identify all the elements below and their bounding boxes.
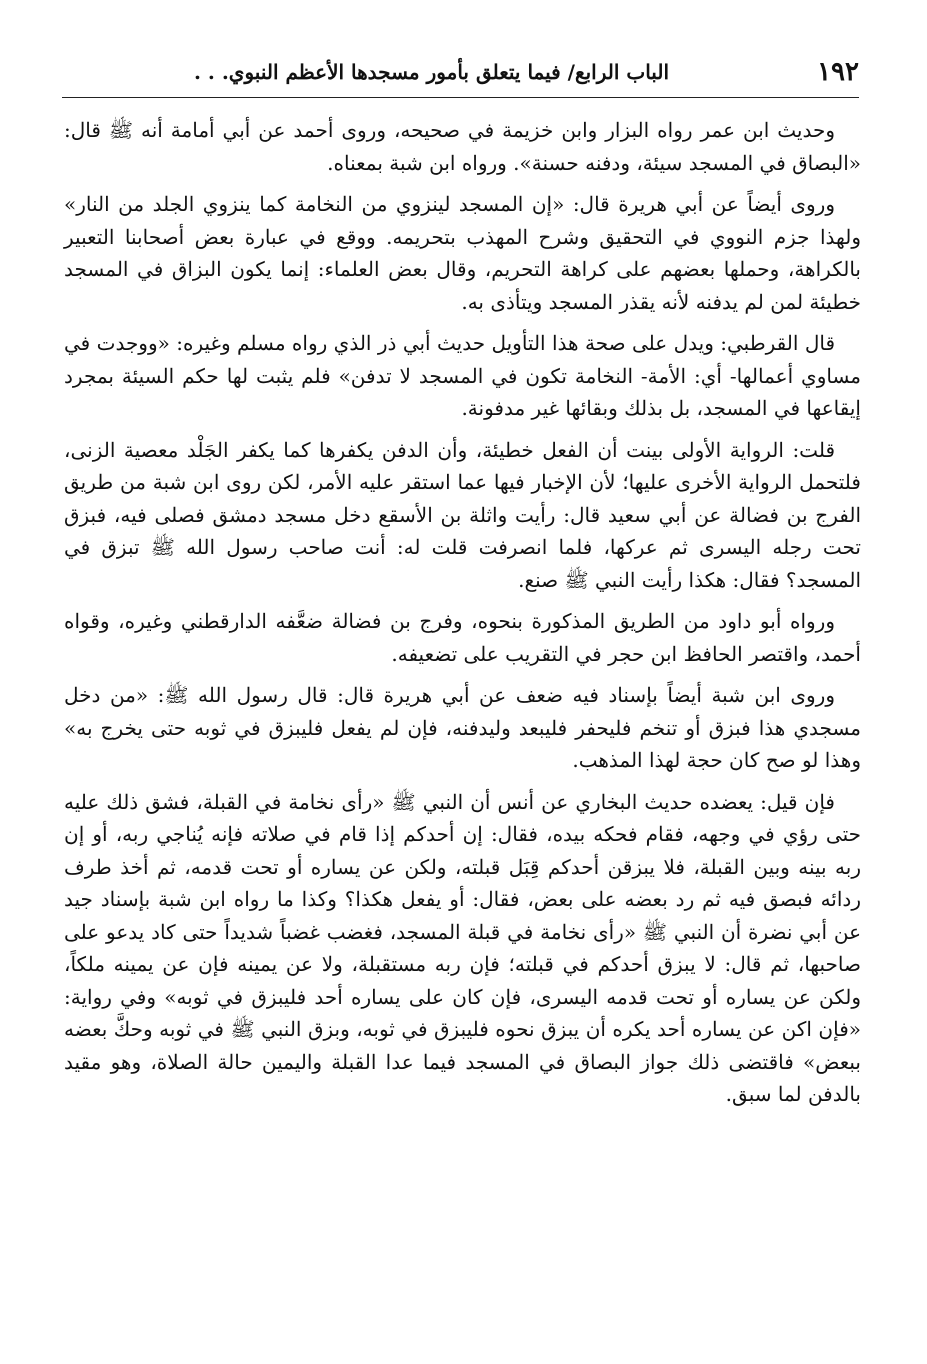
page-number: ١٩٢ <box>817 57 859 87</box>
paragraph-6: وروى ابن شبة أيضاً بإسناد فيه ضعف عن أبي هريرة قال: قال رسول الله ﷺ: «من دخل مسجدي هذا فبزق أو تنخم فليحفر فليبعد وليدفنه، فإن لم يفعل فليبزق في ثوبه حتى يخرج به» وهذا لو صح كان حجة لهذا المذهب. <box>64 683 861 772</box>
running-header <box>62 50 859 98</box>
header-divider <box>62 97 859 98</box>
paragraph-4: قلت: الرواية الأولى بينت أن الفعل خطيئة، وأن الدفن يكفرها كما يكفر الجَلْد معصية الزنى، فلتحمل الرواية الأخرى عليها؛ لأن الإخبار فيها عما استقر عليه الأمر، لكن روى ابن شبة من طريق الفرج بن فضالة عن أبي سعيد قال: رأيت واثلة بن الأسقع دخل مسجد دمشق فصلى فيه، فبزق تحت رجله اليسرى ثم عركها، فلما انصرفت قلت له: أنت صاحب رسول الله ﷺ تبزق في المسجد؟ فقال: هكذا رأيت النبي ﷺ صنع. <box>64 437 861 592</box>
paragraph-3: قال القرطبي: ويدل على صحة هذا التأويل حديث أبي ذر الذي رواه مسلم وغيره: «ووجدت في مساوي أعمالها- أي: الأمة- النخامة تكون في المسجد لا تدفن» فلم يثبت لها حكم السيئة بمجرد إيقاعها في المسجد، بل بذلك وبقائها غير مدفونة. <box>64 331 861 420</box>
paragraph-1: وحديث ابن عمر رواه البزار وابن خزيمة في صحيحه، وروى أحمد عن أبي أمامة أنه ﷺ قال: «البصاق في المسجد سيئة، ودفنه حسنة». ورواه ابن شبة بمعناه. <box>64 118 861 175</box>
paragraph-7: فإن قيل: يعضده حديث البخاري عن أنس أن النبي ﷺ «رأى نخامة في القبلة، فشق ذلك عليه حتى رؤي في وجهه، فقام فحكه بيده، فقال: إن أحدكم إذا قام في صلاته فإنه يُناجي ربه، أو إن ربه بينه وبين القبلة، فلا يبزقن أحدكم قِبَل قبلته، ولكن عن يساره أو تحت قدمه، ثم أخذ طرف ردائه فبصق فيه ثم رد بعضه على بعض، فقال: أو يفعل هكذا؟ وكذا ما رواه ابن شبة بإسناد جيد عن أبي نضرة أن النبي ﷺ «رأى نخامة في قبلة المسجد، فغضب غضباً شديداً حتى كاد يدعو على صاحبها، ثم قال: لا يبزق أحدكم في قبلته؛ فإن ربه مستقبلة، ولا عن يمينه فإن عن يمينه ملكاً، ولكن عن يساره أو تحت قدمه اليسرى، فإن كان على يساره أحد فليبزق في ثوبه» وفي رواية: «فإن اكن عن يساره أحد يكره أن يبزق نحوه فليبزق في ثوبه، وبزق النبي ﷺ في ثوبه وحكَّ بعضه ببعض» فاقتضى ذلك جواز البصاق في المسجد فيما عدا القبلة واليمين حالة الصلاة، وهو مقيد بالدفن لما سبق. <box>64 789 862 1106</box>
chapter-title: الباب الرابع/ فيما يتعلق بأمور مسجدها الأعظم النبوي. . . <box>193 60 669 84</box>
body-text <box>64 114 861 1111</box>
paragraph-2: وروى أيضاً عن أبي هريرة قال: «إن المسجد لينزوي من النخامة كما ينزوي الجلد من النار» ولهذا جزم النووي في التحقيق وشرح المهذب بتحريمه. ووقع في عبارة بعض أصحابنا التعبير بالكراهة، وحملها بعضهم على كراهة التحريم، وقال بعض العلماء: إنما يكون البزاق في المسجد خطيئة لمن لم يدفنه لأنه يقذر المسجد ويتأذى به. <box>64 192 861 314</box>
paragraph-5: ورواه أبو داود من الطريق المذكورة بنحوه، وفرج بن فضالة ضعَّفه الدارقطني وغيره، وقواه أحمد، واقتصر الحافظ ابن حجر في التقريب على تضعيفه. <box>64 609 861 666</box>
